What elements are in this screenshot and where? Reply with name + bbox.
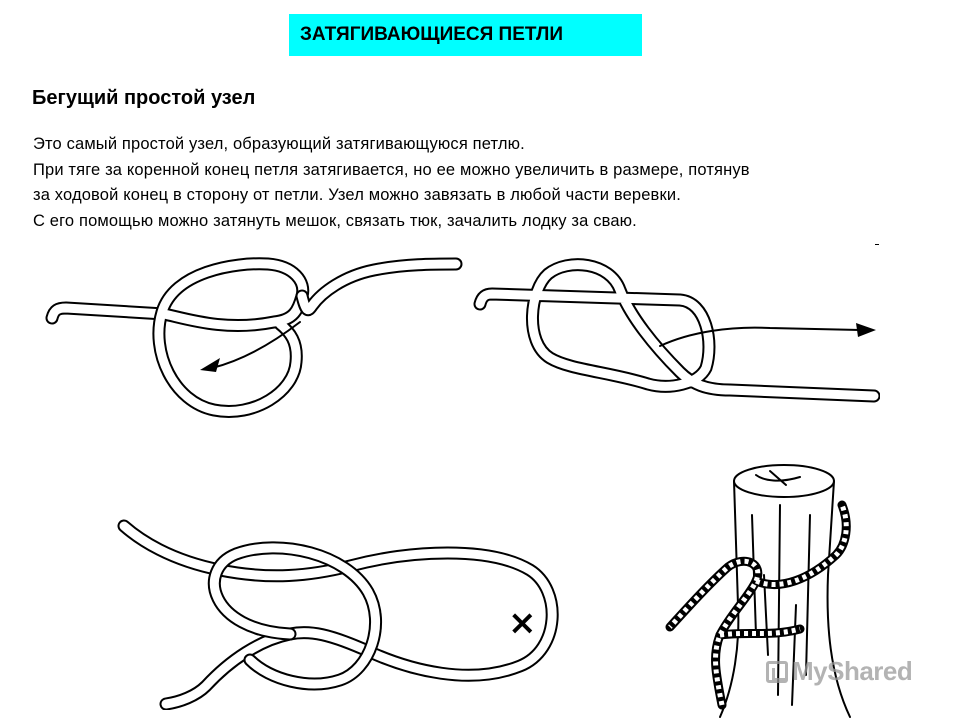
- x-mark: ×: [508, 603, 537, 643]
- section-title: Бегущий простой узел: [32, 87, 256, 109]
- description-line: за ходовой конец в сторону от петли. Узел можно завязать в любой части веревки.: [33, 186, 681, 204]
- watermark-logo: [766, 656, 912, 687]
- watermark-text: MyShared: [792, 656, 913, 686]
- watermark-icon: [766, 661, 788, 683]
- knot-illustration-3: [110, 510, 570, 710]
- description-line: С его помощью можно затянуть мешок, связать тюк, зачалить лодку за сваю.: [33, 211, 637, 230]
- description-text: [33, 132, 933, 234]
- knot-illustration-1: [44, 252, 464, 442]
- description-line: При тяге за коренной конец петля затягивается, но ее можно увеличить в размере, потянув: [33, 160, 750, 179]
- description-line: Это самый простой узел, образующий затягивающуюся петлю.: [33, 135, 525, 153]
- stray-mark: [875, 244, 879, 245]
- knot-illustration-2: [470, 250, 880, 410]
- page-title: ЗАТЯГИВАЮЩИЕСЯ ПЕТЛИ: [300, 24, 564, 45]
- page-title-banner: [289, 14, 642, 56]
